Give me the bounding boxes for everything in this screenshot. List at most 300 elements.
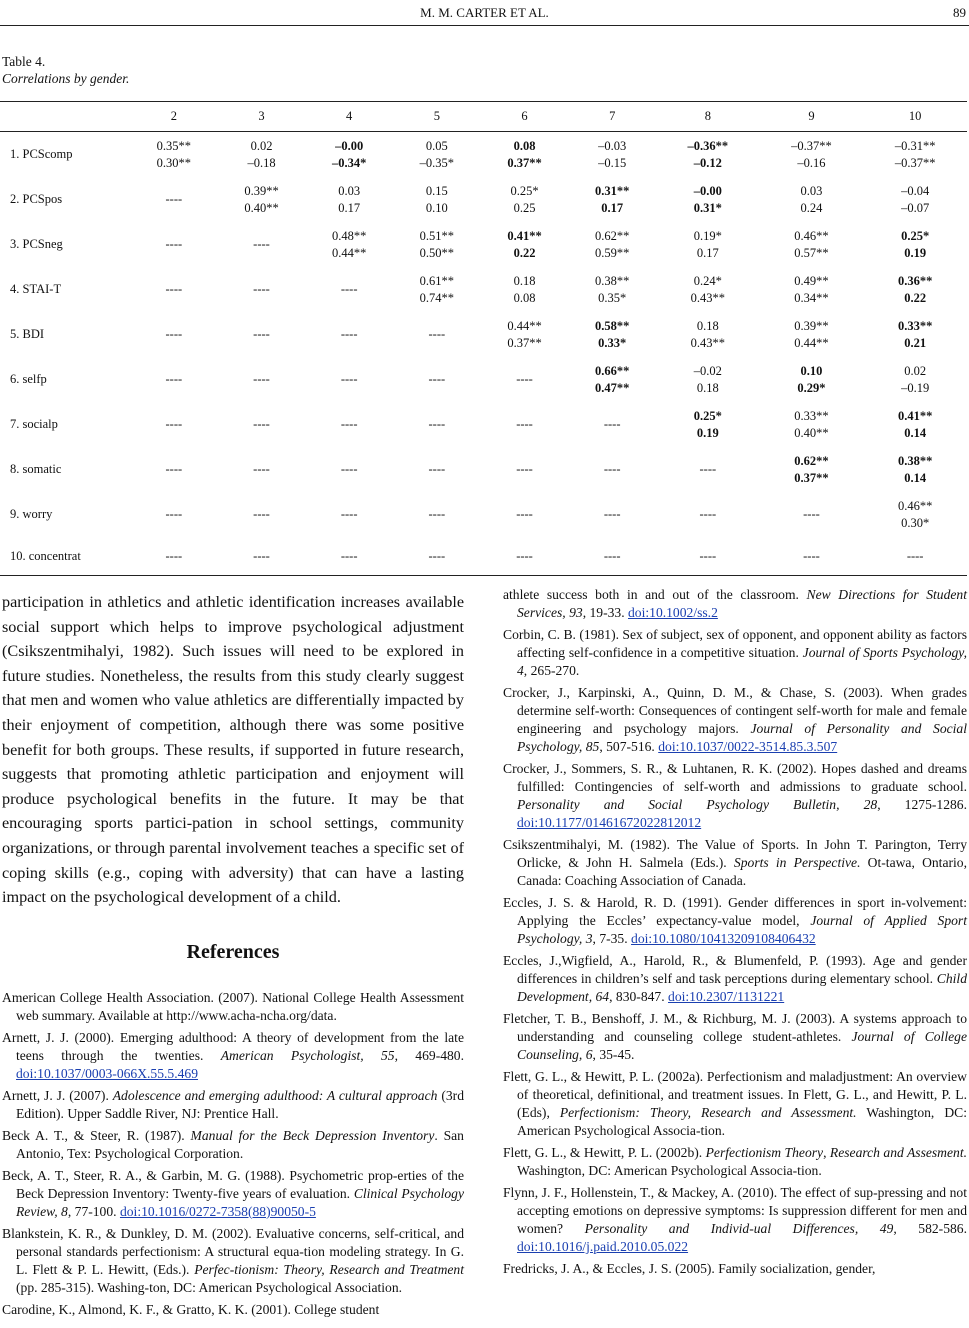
cell-value: 0.58**	[595, 318, 630, 333]
table-cell	[760, 312, 864, 357]
table-cell	[760, 537, 864, 576]
cell-value: ----	[340, 548, 358, 563]
cell-value: 0.34**	[794, 290, 829, 305]
cell-value: 0.14	[904, 425, 927, 440]
cell-value: 0.41**	[507, 228, 542, 243]
column-header: 7	[568, 102, 656, 132]
reference-text: Carodine, K., Almond, K. F., & Gratto, K. K. (2001). College student	[2, 1301, 380, 1317]
table-cell	[568, 267, 656, 312]
table-cell	[656, 177, 760, 222]
reference-text: , 507-516.	[599, 739, 659, 754]
table-cell	[656, 267, 760, 312]
cell-value: 0.46**	[897, 498, 933, 513]
reference-text: Fletcher, T. B., Benshoff, J. M., & Richburg, M. J. (2003). A systems approach to understanding and counseling college student-athletes.	[503, 1011, 967, 1044]
table-cell	[568, 492, 656, 537]
cell-value: 0.74**	[419, 290, 455, 305]
doi-link[interactable]: doi:10.1037/0003-066X.55.5.469	[16, 1065, 199, 1081]
table-cell	[481, 312, 569, 357]
table-cell	[656, 447, 760, 492]
reference-text: Csikszentmihalyi, M. (1982). The Value of Sports. In John T. Parington, Terry Orlicke, & John H. Salmela (Eds.).	[503, 837, 967, 870]
doi-link[interactable]: doi:10.1016/0272-7358(88)90050-5	[119, 1203, 316, 1219]
doi-link[interactable]: doi:10.1177/01461672022812012	[517, 815, 702, 830]
cell-value: 0.02	[904, 363, 927, 378]
cell-value: ----	[803, 548, 820, 563]
cell-value: ----	[165, 237, 183, 251]
table-cell	[218, 132, 306, 178]
cell-value: –0.37**	[791, 138, 832, 153]
cell-value: ----	[165, 282, 183, 296]
reference-entry	[2, 1301, 464, 1319]
cell-value: ----	[428, 507, 446, 521]
cell-value: ----	[428, 417, 446, 431]
cell-value: –0.35*	[419, 155, 455, 170]
reference-italic: Journal of Personality and Social Psychology, 85	[517, 721, 967, 754]
cell-value: ----	[340, 417, 358, 431]
cell-value: ----	[428, 327, 446, 341]
cell-value: ----	[516, 548, 533, 563]
cell-value: 0.43**	[690, 290, 726, 305]
reference-text: , 1275-1286.	[877, 797, 967, 812]
cell-value: ----	[603, 507, 621, 521]
row-label: 8. somatic	[10, 462, 62, 476]
cell-value: –0.18	[247, 155, 276, 170]
cell-value: 0.05	[425, 138, 448, 153]
reference-text: Corbin, C. B. (1981). Sex of subject, sex of opponent, and opponent ability as factors affecting self-confidence in a competitive situation.	[503, 627, 967, 660]
reference-text: , 7-35.	[592, 931, 632, 946]
table-cell	[130, 132, 218, 178]
cell-value: 0.08	[513, 290, 536, 305]
row-label: 7. socialp	[10, 417, 58, 431]
table-cell	[218, 537, 306, 576]
reference-text: Beck A. T., & Steer, R. (1987).	[2, 1127, 191, 1143]
header-rule	[0, 25, 969, 26]
cell-value: 0.03	[800, 183, 823, 198]
cell-value: 0.33*	[598, 335, 627, 350]
table-cell	[393, 402, 481, 447]
cell-value: 0.18	[513, 273, 536, 288]
cell-value: 0.37**	[794, 470, 829, 485]
table-cell	[863, 402, 967, 447]
reference-italic: Sports in Perspective.	[733, 855, 861, 870]
table-cell	[863, 537, 967, 576]
body-paragraph: participation in athletics and athletic identification increases available social support which helps to improve psychological adjustment (Csikszentmihalyi, 1982). Such issues will need to be explored in future studies. Nonetheless, the results from this study clearly suggest that men and women who value athletics are differentially impacted by their enjoyment of competition, although there was some positive benefit for both groups. These results, if supported in future research, suggests that promoting athletic participation and enjoyment will produce psychological benefits in the future. It may be that encouraging sports partici-pation in school settings, community organizations, or through parental involvement teaches a specific set of coping skills (e.g., coping with adversity) that can have a lasting impact on the psychological development of a child.	[2, 593, 464, 907]
reference-italic: Perfectionism Theory	[705, 1145, 824, 1160]
reference-text: Blankstein, K. R., & Dunkley, D. M. (2002). Evaluative concerns, self-critical, and personal standards perfectionism: A structural equa-tion modeling strategy. In G. L. Flett & P. L. Hewitt, (Eds.).	[2, 1225, 464, 1277]
cell-value: 0.38**	[897, 453, 933, 468]
cell-value: 0.14	[904, 470, 927, 485]
table-header-row	[0, 102, 967, 132]
cell-value: ----	[428, 462, 446, 476]
cell-value: –0.12	[693, 155, 722, 170]
table-cell	[305, 402, 393, 447]
cell-value: ----	[165, 192, 183, 206]
table-cell	[656, 537, 760, 576]
table-cell	[305, 537, 393, 576]
reference-entry	[503, 952, 967, 1006]
cell-value: ----	[603, 417, 621, 431]
cell-value: 0.35**	[156, 138, 192, 153]
cell-value: 0.25*	[901, 228, 930, 243]
table-body	[0, 132, 967, 576]
table-cell	[393, 447, 481, 492]
cell-value: 0.08	[513, 138, 536, 153]
cell-value: 0.17	[601, 200, 624, 215]
cell-value: 0.48**	[331, 228, 367, 243]
table-cell	[760, 357, 864, 402]
cell-value: 0.57**	[794, 245, 829, 260]
table-cell	[481, 402, 569, 447]
doi-link[interactable]: doi:10.1002/ss.2	[628, 605, 718, 620]
reference-text: Eccles, J.,Wigfield, A., Harold, R., & Blumenfeld, P. (1993). Age and gender differences in children’s self and task perceptions during elementary school.	[503, 953, 967, 986]
cell-value: 0.25*	[693, 408, 722, 423]
cell-value: 0.22	[513, 245, 536, 260]
cell-value: ----	[253, 327, 270, 341]
cell-value: 0.19	[904, 245, 927, 260]
reference-text: Beck, A. T., Steer, R. A., & Garbin, M. G. (1988). Psychometric prop-erties of the Beck Depression Inventory: Twenty-five years of evaluation.	[2, 1167, 464, 1201]
reference-text: Ot-tawa, Ontario, Canada: Coaching Association of Canada.	[517, 855, 967, 888]
cell-value: ----	[803, 507, 820, 521]
cell-value: –0.07	[901, 200, 930, 215]
cell-value: ----	[165, 548, 183, 563]
table-cell	[760, 177, 864, 222]
cell-value: ----	[428, 372, 446, 386]
reference-entry	[2, 1225, 464, 1297]
table-cell	[130, 177, 218, 222]
cell-value: ----	[165, 372, 183, 386]
table-cell	[656, 132, 760, 178]
table-cell	[130, 492, 218, 537]
cell-value: 0.61**	[419, 273, 455, 288]
reference-italic: Journal of College Counseling, 6	[517, 1029, 967, 1062]
cell-value: ----	[516, 507, 533, 521]
table-cell	[481, 267, 569, 312]
table-cell	[481, 492, 569, 537]
cell-value: –0.16	[797, 155, 826, 170]
column-header: 2	[130, 102, 218, 132]
cell-value: –0.03	[598, 138, 627, 153]
reference-italic: Personality and Social Psychology Bulletin, 28	[517, 797, 878, 812]
table-row	[0, 492, 967, 537]
reference-text: (3rd Edition). Upper Saddle River, NJ: Prentice Hall.	[16, 1087, 464, 1121]
page-header	[0, 3, 969, 25]
row-label: 10. concentrat	[0, 537, 130, 576]
cell-value: 0.50**	[419, 245, 455, 260]
table-cell	[130, 537, 218, 576]
table-cell	[130, 312, 218, 357]
reference-text: Eccles, J. S. & Harold, R. D. (1991). Gender differences in sport in-volvement: Applying the Eccles’ expectancy-value model,	[503, 895, 967, 928]
table-row	[0, 312, 967, 357]
correlation-table	[0, 101, 967, 576]
cell-value: 0.35*	[598, 290, 627, 305]
cell-value: 0.10	[800, 363, 823, 378]
column-header: 4	[305, 102, 393, 132]
table-cell	[760, 222, 864, 267]
reference-text: Washington, DC: American Psychological Associa-tion.	[517, 1105, 967, 1138]
reference-italic: Journal of Applied Sport Psychology, 3	[517, 913, 967, 946]
reference-entry	[503, 836, 967, 890]
cell-value: ----	[340, 462, 358, 476]
cell-value: 0.18	[696, 380, 719, 395]
cell-value: 0.47**	[595, 380, 630, 395]
table-cell	[863, 492, 967, 537]
table-cell	[130, 447, 218, 492]
cell-value: 0.40**	[244, 200, 279, 215]
reference-text: Crocker, J., Sommers, S. R., & Luhtanen, R. K. (2002). Hopes dashed and dreams fulfilled: Contingencies of self-worth and admissions to graduate school.	[503, 761, 967, 794]
reference-text: Washington, DC: American Psychological Associa-tion.	[517, 1163, 822, 1178]
table-cell	[760, 132, 864, 178]
table-cell	[568, 447, 656, 492]
table-cell	[481, 132, 569, 178]
reference-text: , 77-100.	[67, 1203, 120, 1219]
reference-entry	[503, 1144, 967, 1180]
reference-italic: Adolescence and emerging adulthood: A cultural approach	[112, 1087, 438, 1103]
cell-value: ----	[699, 548, 717, 563]
cell-value: –0.37**	[894, 155, 936, 170]
reference-entry	[2, 1029, 464, 1083]
column-header: 9	[760, 102, 864, 132]
reference-italic: New Directions for Student Services, 93	[517, 587, 967, 620]
table-cell	[568, 357, 656, 402]
table-cell	[568, 402, 656, 447]
cell-value: 0.41**	[897, 408, 933, 423]
doi-link[interactable]: doi:10.1037/0022-3514.85.3.507	[658, 739, 838, 754]
cell-value: ----	[253, 237, 270, 251]
column-header: 6	[481, 102, 569, 132]
cell-value: 0.19	[696, 425, 719, 440]
reference-entry	[503, 894, 967, 948]
column-header	[0, 102, 130, 132]
reference-italic: American Psychologist, 55	[220, 1047, 395, 1063]
table-row	[0, 447, 967, 492]
cell-value: 0.43**	[690, 335, 726, 350]
table-row	[0, 177, 967, 222]
reference-text: athlete success both in and out of the classroom.	[503, 587, 807, 602]
table-row	[0, 357, 967, 402]
cell-value: 0.36**	[897, 273, 933, 288]
table-cell	[305, 267, 393, 312]
cell-value: ----	[516, 372, 533, 386]
doi-link[interactable]: doi:10.1016/j.paid.2010.05.022	[517, 1239, 689, 1254]
cell-value: 0.03	[338, 183, 361, 198]
table-cell	[393, 537, 481, 576]
table-cell	[218, 492, 306, 537]
right-column	[503, 586, 967, 1282]
cell-value: –0.00	[335, 138, 364, 153]
table-cell	[656, 402, 760, 447]
cell-value: ----	[340, 507, 358, 521]
cell-value: ----	[516, 417, 533, 431]
cell-value: 0.44**	[331, 245, 367, 260]
column-header: 5	[393, 102, 481, 132]
cell-value: 0.19*	[693, 228, 722, 243]
table-cell	[305, 447, 393, 492]
reference-italic: Journal of Sports Psychology, 4	[517, 645, 967, 678]
table-cell	[481, 357, 569, 402]
table-cell	[218, 357, 306, 402]
reference-italic: Perfec-tionism: Theory, Research and Treatment	[194, 1261, 465, 1277]
cell-value: 0.30**	[156, 155, 192, 170]
cell-value: ----	[603, 462, 621, 476]
cell-value: ----	[603, 548, 621, 563]
reference-text: Fredricks, J. A., & Eccles, J. S. (2005). Family socialization, gender,	[503, 1261, 876, 1276]
table-row	[0, 537, 967, 576]
row-label: 1. PCScomp	[10, 147, 73, 161]
reference-italic: Clinical Psychology Review, 8	[16, 1185, 464, 1219]
cell-value: ----	[340, 372, 358, 386]
table-cell	[481, 447, 569, 492]
row-label: 5. BDI	[10, 327, 45, 341]
cell-value: 0.44**	[507, 318, 542, 333]
table-cell	[305, 222, 393, 267]
reference-text: American College Health Association. (2007). National College Health Assessment web summary. Available at http://www.acha-ncha.org/data.	[2, 989, 464, 1023]
cell-value: 0.37**	[507, 155, 542, 170]
cell-value: 0.31**	[595, 183, 630, 198]
table-cell	[130, 357, 218, 402]
cell-value: 0.22	[904, 290, 927, 305]
table-row	[0, 267, 967, 312]
cell-value: 0.33**	[897, 318, 933, 333]
cell-value: ----	[253, 507, 270, 521]
table-cell	[656, 222, 760, 267]
cell-value: –0.00	[693, 183, 722, 198]
cell-value: 0.17	[338, 200, 361, 215]
reference-italic: Manual for the Beck Depression Inventory	[190, 1127, 435, 1143]
cell-value: 0.25	[513, 200, 536, 215]
cell-value: ----	[340, 282, 358, 296]
table-cell	[568, 177, 656, 222]
cell-value: 0.39**	[794, 318, 829, 333]
table-cell	[656, 357, 760, 402]
table-cell	[863, 357, 967, 402]
reference-entry	[503, 760, 967, 832]
table-cell	[393, 357, 481, 402]
table-cell	[393, 177, 481, 222]
cell-value: –0.04	[901, 183, 930, 198]
cell-value: 0.38**	[595, 273, 630, 288]
cell-value: –0.02	[693, 363, 722, 378]
table-cell	[130, 402, 218, 447]
table-cell	[863, 132, 967, 178]
reference-entry	[2, 1167, 464, 1221]
table-row	[0, 402, 967, 447]
cell-value: 0.18	[696, 318, 719, 333]
cell-value: ----	[253, 417, 270, 431]
table-cell	[393, 267, 481, 312]
reference-text: , 830-847.	[609, 989, 669, 1004]
row-label: 4. STAI-T	[10, 282, 62, 296]
cell-value: 0.02	[250, 138, 273, 153]
column-header: 8	[656, 102, 760, 132]
cell-value: 0.33**	[794, 408, 829, 423]
running-title: M. M. CARTER ET AL.	[420, 5, 549, 20]
cell-value: 0.29*	[797, 380, 826, 395]
table-cell	[863, 177, 967, 222]
cell-value: 0.24	[800, 200, 823, 215]
cell-value: ----	[906, 548, 924, 563]
cell-value: 0.10	[425, 200, 448, 215]
row-label: 2. PCSpos	[10, 192, 63, 206]
cell-value: ----	[165, 327, 183, 341]
reference-text: ,	[823, 1145, 830, 1160]
cell-value: –0.19	[901, 380, 930, 395]
doi-link[interactable]: doi:10.2307/1131221	[668, 989, 785, 1004]
reference-entry	[503, 586, 967, 622]
reference-text: , 469-480.	[394, 1047, 465, 1063]
row-label: 3. PCSneg	[10, 237, 63, 251]
row-label: 9. worry	[10, 507, 53, 521]
table-cell	[863, 447, 967, 492]
cell-value: 0.51**	[419, 228, 455, 243]
table-cell	[393, 132, 481, 178]
doi-link[interactable]: doi:10.1080/10413209108406432	[631, 931, 816, 946]
column-header: 10	[863, 102, 967, 132]
table-cell	[218, 222, 306, 267]
cell-value: ----	[516, 462, 533, 476]
cell-value: 0.59**	[595, 245, 630, 260]
table-cell	[393, 492, 481, 537]
table-cell	[656, 492, 760, 537]
cell-value: 0.62**	[794, 453, 829, 468]
cell-value: 0.66**	[595, 363, 630, 378]
table-cell	[863, 222, 967, 267]
reference-text: Arnett, J. J. (2007).	[2, 1087, 113, 1103]
cell-value: ----	[165, 507, 183, 521]
table-cell	[760, 402, 864, 447]
reference-entry	[2, 1127, 464, 1163]
table-cell	[481, 177, 569, 222]
references-heading: References	[186, 940, 280, 963]
table-cell	[130, 222, 218, 267]
table-cell	[863, 312, 967, 357]
cell-value: 0.25*	[510, 183, 539, 198]
table-row	[0, 132, 967, 178]
cell-value: 0.31*	[693, 200, 722, 215]
reference-text: Flett, G. L., & Hewitt, P. L. (2002a). Perfectionism and maladjustment: An overview of theoretical, definitional, and treatment issues. In Flett, G. L., and Hewitt, P. L. (Eds),	[503, 1069, 967, 1120]
table-cell	[760, 492, 864, 537]
cell-value: 0.17	[696, 245, 719, 260]
table-cell	[760, 447, 864, 492]
table-cell	[481, 537, 569, 576]
table-cell	[568, 222, 656, 267]
reference-text: (pp. 285-315). Washing-ton, DC: American Psychological Association.	[16, 1279, 403, 1295]
cell-value: 0.30*	[901, 515, 930, 530]
reference-italic: Child Development, 64	[517, 971, 967, 1004]
table-cell	[568, 132, 656, 178]
table-cell	[305, 312, 393, 357]
reference-entry	[503, 1068, 967, 1140]
table-cell	[305, 177, 393, 222]
table-caption	[2, 53, 129, 87]
reference-entry	[2, 1087, 464, 1123]
cell-value: –0.31**	[894, 138, 936, 153]
cell-value: –0.36**	[687, 138, 729, 153]
cell-value: 0.62**	[595, 228, 630, 243]
table-cell	[393, 312, 481, 357]
reference-text: Crocker, J., Karpinski, A., Quinn, D. M., & Chase, S. (2003). When grades determine self-worth: Consequences of contingent self-worth for male and female engineering and psychology majors.	[503, 685, 967, 736]
cell-value: 0.24*	[693, 273, 722, 288]
table-label: Table 4.	[2, 54, 46, 69]
references-list-left	[2, 989, 464, 1319]
reference-italic: Perfectionism: Theory, Research and Assessment.	[559, 1105, 857, 1120]
table-cell	[218, 267, 306, 312]
cell-value: ----	[340, 327, 358, 341]
table-cell	[305, 492, 393, 537]
reference-text: , 265-270.	[523, 663, 580, 678]
cell-value: 0.21	[904, 335, 927, 350]
table-cell	[218, 312, 306, 357]
cell-value: ----	[165, 462, 183, 476]
cell-value: ----	[165, 417, 183, 431]
